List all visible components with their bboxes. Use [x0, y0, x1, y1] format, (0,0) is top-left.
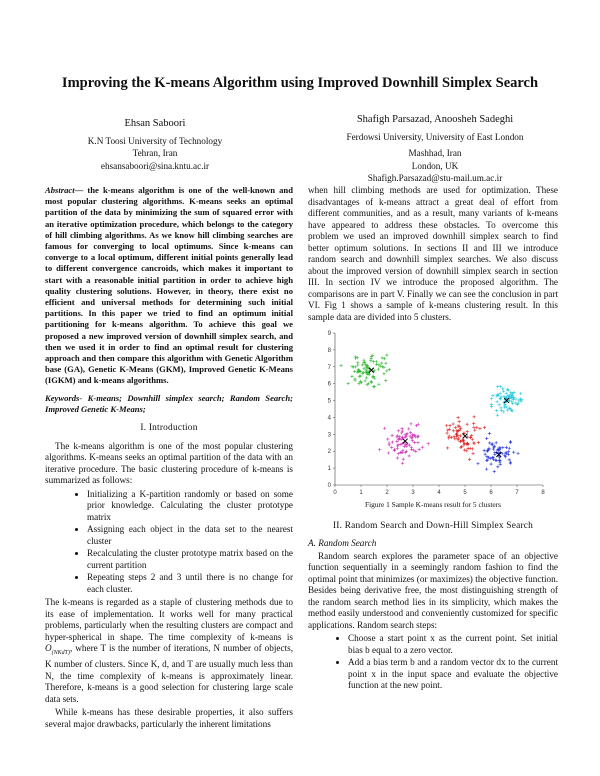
author-block-2	[315, 114, 555, 185]
data-point-cluster-4	[502, 390, 505, 393]
data-point-cluster-3	[471, 452, 474, 455]
data-point-cluster-1	[377, 368, 380, 371]
data-point-cluster-1	[356, 361, 359, 364]
data-point-cluster-5	[485, 468, 488, 471]
data-point-cluster-5	[496, 465, 499, 468]
author-location-2: London, UK	[411, 160, 459, 171]
data-point-cluster-4	[501, 387, 504, 390]
left-column	[45, 185, 293, 732]
scatter-chart	[317, 327, 549, 497]
data-point-cluster-3	[483, 426, 486, 429]
data-point-cluster-3	[472, 441, 475, 444]
data-point-cluster-1	[363, 379, 366, 382]
y-tick-label: 7	[327, 364, 331, 371]
random-search-steps-list	[308, 633, 558, 692]
list-item: • Repeating steps 2 and 3 until there is no change for each cluster.	[87, 572, 293, 595]
data-point-cluster-5	[492, 456, 495, 459]
data-point-cluster-4	[496, 400, 499, 403]
complexity-symbol: O	[45, 643, 52, 654]
x-tick-label: 4	[437, 490, 441, 496]
data-point-cluster-3	[445, 424, 448, 427]
data-point-cluster-4	[491, 394, 494, 397]
data-point-cluster-3	[473, 442, 476, 445]
intro-paragraph-3: While k-means has these desirable properties, it also suffers several major drawbacks, particularly the inherent limitations	[45, 707, 293, 729]
data-point-cluster-5	[483, 449, 486, 452]
data-point-cluster-5	[488, 432, 491, 435]
data-point-cluster-2	[386, 437, 389, 440]
data-point-cluster-3	[460, 445, 463, 448]
right-paragraph-1: when hill climbing methods are used for optimization. These disadvantages of k-means attract a great deal of effort from different communities, and as a result, many variants of k-means have appeared to address these obstacles. To overcome this problem we used an improved downhill simplex search to find better optimum solutions. In sections II and III we introduce random search and downhill simplex searches. We also discuss about the improved version of downhill simplex search in section III. In section IV we introduce the proposed algorithm. The comparisons are in part V. Finally we can see the conclusion in part VI. Fig 1 shows a sample of k-means clustering result. In this sample data are divided into 5 clusters.	[308, 185, 558, 322]
author-affiliation: K.N Toosi University of Technology	[87, 135, 223, 146]
y-tick-label: 9	[327, 331, 331, 337]
data-point-cluster-1	[339, 364, 342, 367]
y-tick-label: 6	[327, 381, 331, 388]
author-affiliation: Ferdowsi University, University of East London	[346, 131, 524, 142]
data-point-cluster-3	[452, 429, 455, 432]
data-point-cluster-1	[356, 356, 359, 359]
data-point-cluster-3	[471, 438, 474, 441]
data-point-cluster-2	[407, 427, 410, 430]
data-point-cluster-2	[413, 441, 416, 444]
figure-caption: Figure 1 Sample K-means result for 5 clusters	[364, 500, 502, 509]
data-point-cluster-2	[418, 448, 421, 451]
data-point-cluster-5	[492, 448, 495, 451]
data-point-cluster-2	[390, 446, 393, 449]
data-point-cluster-4	[503, 406, 506, 409]
data-point-cluster-3	[472, 422, 475, 425]
data-point-cluster-5	[493, 470, 496, 473]
author-block-1	[60, 118, 250, 172]
data-point-cluster-3	[478, 427, 481, 430]
data-point-cluster-3	[477, 441, 480, 444]
complexity-subscript: (NKdT)	[51, 649, 70, 656]
list-item: • Recalculating the cluster prototype matrix based on the current partition	[87, 548, 293, 571]
data-point-cluster-5	[493, 451, 496, 454]
abstract	[45, 185, 293, 387]
data-point-cluster-2	[409, 422, 412, 425]
data-point-cluster-4	[490, 405, 493, 408]
data-point-cluster-1	[359, 374, 362, 377]
data-point-cluster-3	[458, 428, 461, 431]
data-point-cluster-5	[508, 447, 511, 450]
data-point-cluster-2	[402, 458, 405, 461]
data-point-cluster-3	[458, 420, 461, 423]
data-point-cluster-2	[390, 434, 393, 437]
data-point-cluster-1	[377, 383, 380, 386]
y-tick-label: 8	[327, 347, 331, 354]
section-heading-intro: I. Introduction	[140, 423, 198, 434]
data-point-cluster-3	[463, 448, 466, 451]
data-point-cluster-1	[382, 372, 385, 375]
data-point-cluster-3	[446, 446, 449, 449]
data-point-cluster-1	[350, 375, 353, 378]
data-point-cluster-2	[409, 431, 412, 434]
data-point-cluster-3	[456, 416, 459, 419]
author-email: Shafigh.Parsazad@stu-mail.um.ac.ir	[367, 173, 503, 183]
data-point-cluster-4	[519, 392, 522, 395]
data-point-cluster-2	[398, 435, 401, 438]
data-point-cluster-4	[499, 385, 502, 388]
data-point-cluster-1	[353, 370, 356, 373]
y-tick-label: 3	[327, 432, 331, 439]
intro-paragraph-2	[45, 597, 293, 705]
y-tick-label: 4	[327, 415, 331, 422]
paper-title: Improving the K-means Algorithm using Improved Downhill Simplex Search	[61, 75, 539, 91]
data-point-cluster-1	[381, 365, 384, 368]
data-point-cluster-3	[446, 431, 449, 434]
data-point-cluster-1	[384, 379, 387, 382]
data-point-cluster-4	[490, 397, 493, 400]
data-point-cluster-5	[485, 455, 488, 458]
right-paragraph-2: Random search explores the parameter space of an objective function sequentially in a seemingly random fashion to find the optimal point that minimizes (or maximizes) the objective function. Besides being derivative free, the most distinguishing strength of the random search method lies in its simplicity, which makes the method easily understood and conveniently customized for specific applications. Random search steps:	[308, 550, 558, 630]
data-point-cluster-4	[496, 414, 499, 417]
section-heading-2: II. Random Search and Down-Hill Simplex Search	[332, 520, 534, 531]
data-point-cluster-3	[459, 427, 462, 430]
data-point-cluster-4	[505, 392, 508, 395]
data-point-cluster-2	[396, 447, 399, 450]
data-point-cluster-1	[358, 375, 361, 378]
data-point-cluster-3	[446, 428, 449, 431]
data-point-cluster-3	[459, 446, 462, 449]
data-point-cluster-1	[352, 365, 355, 368]
x-tick-label: 6	[489, 490, 493, 496]
data-point-cluster-3	[473, 429, 476, 432]
data-point-cluster-3	[448, 424, 451, 427]
author-name: Shafigh Parsazad, Anoosheh Sadeghi	[356, 114, 514, 125]
author-location: Tehran, Iran	[132, 148, 178, 158]
data-point-cluster-1	[382, 366, 385, 369]
data-point-cluster-1	[350, 365, 353, 368]
data-point-cluster-2	[427, 442, 430, 445]
data-point-cluster-3	[466, 430, 469, 433]
data-point-cluster-2	[417, 423, 420, 426]
data-point-cluster-1	[385, 354, 388, 357]
data-point-cluster-5	[505, 446, 508, 449]
data-point-cluster-2	[388, 443, 391, 446]
y-tick-label: 2	[327, 449, 331, 456]
kmeans-steps-list	[45, 489, 293, 596]
data-point-cluster-4	[507, 389, 510, 392]
data-point-cluster-2	[391, 440, 394, 443]
list-item: • Assigning each object in the data set to the nearest cluster	[87, 524, 293, 547]
data-point-cluster-3	[471, 447, 474, 450]
data-point-cluster-1	[347, 382, 350, 385]
data-point-cluster-2	[395, 440, 398, 443]
data-point-cluster-2	[407, 454, 410, 457]
data-point-cluster-3	[448, 428, 451, 431]
subsection-heading-a: A. Random Search	[308, 538, 377, 548]
data-point-cluster-1	[365, 376, 368, 379]
x-tick-label: 5	[463, 490, 467, 496]
data-point-cluster-3	[472, 426, 475, 429]
data-point-cluster-5	[484, 453, 487, 456]
intro-p2-text-b: , where T is the number of iterations, N number of objects, K number of clusters. Since K, d, and T are usually much less than N, the time complexity of k-means is approximately linear. Therefore, k-means is a good selection for clustering large scale data sets.	[45, 643, 293, 704]
data-point-cluster-3	[452, 422, 455, 425]
author-email: ehsansaboori@sina.kntu.ac.ir	[100, 160, 210, 171]
intro-paragraph-1: The k-means algorithm is one of the most popular clustering algorithms. K-means seeks an optimal partition of the data with an iterative procedure. The basic clustering procedure of k-means is summarized as follows:	[45, 440, 293, 486]
list-item: • Add a bias term b and a random vector dx to the current point x in the input space and evaluate the objective function at the new point.	[348, 657, 558, 692]
abstract-label: Abstract	[45, 185, 75, 195]
data-point-cluster-5	[476, 462, 479, 465]
data-point-cluster-1	[370, 381, 373, 384]
figure-1	[317, 327, 549, 497]
data-point-cluster-2	[401, 427, 404, 430]
data-point-cluster-1	[369, 357, 372, 360]
data-point-cluster-2	[387, 451, 390, 454]
data-point-cluster-3	[456, 438, 459, 441]
data-point-cluster-3	[457, 437, 460, 440]
data-point-cluster-2	[421, 446, 424, 449]
data-point-cluster-5	[495, 441, 498, 444]
keywords: Keywords- K-means; Downhill simplex search; Random Search; Improved Genetic K-Means;	[45, 392, 293, 414]
centroid-marker	[463, 434, 468, 439]
data-point-cluster-1	[381, 356, 384, 359]
data-point-cluster-5	[512, 451, 515, 454]
data-point-cluster-1	[375, 360, 378, 363]
x-tick-label: 7	[515, 490, 519, 496]
data-point-cluster-2	[383, 427, 386, 430]
data-point-cluster-4	[495, 409, 498, 412]
data-point-cluster-2	[401, 462, 404, 465]
data-point-cluster-3	[447, 436, 450, 439]
data-point-cluster-3	[466, 423, 469, 426]
data-point-cluster-5	[491, 443, 494, 446]
data-point-cluster-2	[410, 446, 413, 449]
data-point-cluster-4	[499, 406, 502, 409]
author-name: Ehsan Saboori	[124, 118, 186, 129]
data-point-cluster-4	[510, 409, 513, 412]
list-item: • Initializing a K-partition randomly or based on some prior knowledge. Calculating the cluster prototype matrix	[87, 489, 293, 524]
y-tick-label: 5	[327, 398, 331, 405]
data-point-cluster-2	[396, 456, 399, 459]
x-tick-label: 0	[333, 490, 337, 496]
data-point-cluster-4	[498, 403, 501, 406]
data-point-cluster-4	[496, 385, 499, 388]
x-tick-label: 8	[541, 490, 545, 496]
data-point-cluster-5	[486, 449, 489, 452]
data-point-cluster-5	[516, 452, 519, 455]
right-column	[308, 185, 558, 694]
data-point-cluster-5	[489, 462, 492, 465]
data-point-cluster-3	[468, 458, 471, 461]
y-tick-label: 1	[327, 466, 331, 473]
data-point-cluster-4	[506, 388, 509, 391]
author-location: Mashhad, Iran	[408, 148, 462, 158]
list-item: • Choose a start point x as the current point. Set initial bias b equal to a zero vector.	[348, 633, 558, 656]
x-tick-label: 3	[411, 490, 415, 496]
intro-p2-text-a: The k-means is regarded as a staple of clustering methods due to its ease of implementation. It works well for many practical problems, particularly when the resulting clusters are compact and hyper-spherical in shape. The time complexity of k-means is	[45, 597, 293, 642]
data-point-cluster-1	[380, 362, 383, 365]
data-point-cluster-4	[514, 397, 517, 400]
data-point-cluster-4	[514, 401, 517, 404]
centroid-marker	[403, 439, 408, 444]
x-tick-label: 1	[359, 490, 363, 496]
x-tick-label: 2	[385, 490, 389, 496]
data-point-cluster-5	[485, 437, 488, 440]
abstract-text: — the k-means algorithm is one of the well-known and most popular clustering algorithms. K-means seeks an optimal partition of the data by minimizing the sum of squared error with an iterative optimization procedure, which belongs to the category of hill climbing algorithms. As we know hill climbing searches are famous for converging to local optimums. Since k-means can converge to a local optimum, different initial points generally lead to different convergence cancroids, which makes it important to start with a reasonable initial partition in order to achieve high quality clustering solutions. However, in theory, there exist no efficient and universal methods for determining such initial partitions. In this paper we tried to find an optimum initial partitioning for k-means algorithm. To achieve this goal we proposed a new improved version of downhill simplex search, and then we used it in order to find an optimal result for clustering approach and then compare this algorithm with Genetic Algorithm base (GA), Genetic K-Means (GKM), Improved Genetic K-Means (IGKM) and k-means algorithms.	[45, 185, 293, 386]
y-tick-label: 0	[327, 483, 331, 489]
data-point-cluster-1	[383, 357, 386, 360]
data-point-cluster-5	[501, 446, 504, 449]
data-point-cluster-1	[370, 380, 373, 383]
data-point-cluster-2	[397, 429, 400, 432]
data-point-cluster-4	[499, 397, 502, 400]
data-point-cluster-2	[415, 424, 418, 427]
data-point-cluster-3	[475, 426, 478, 429]
data-point-cluster-2	[416, 441, 419, 444]
data-point-cluster-4	[512, 398, 515, 401]
data-point-cluster-1	[384, 362, 387, 365]
data-point-cluster-3	[473, 415, 476, 418]
data-point-cluster-2	[378, 448, 381, 451]
data-point-cluster-3	[459, 434, 462, 437]
